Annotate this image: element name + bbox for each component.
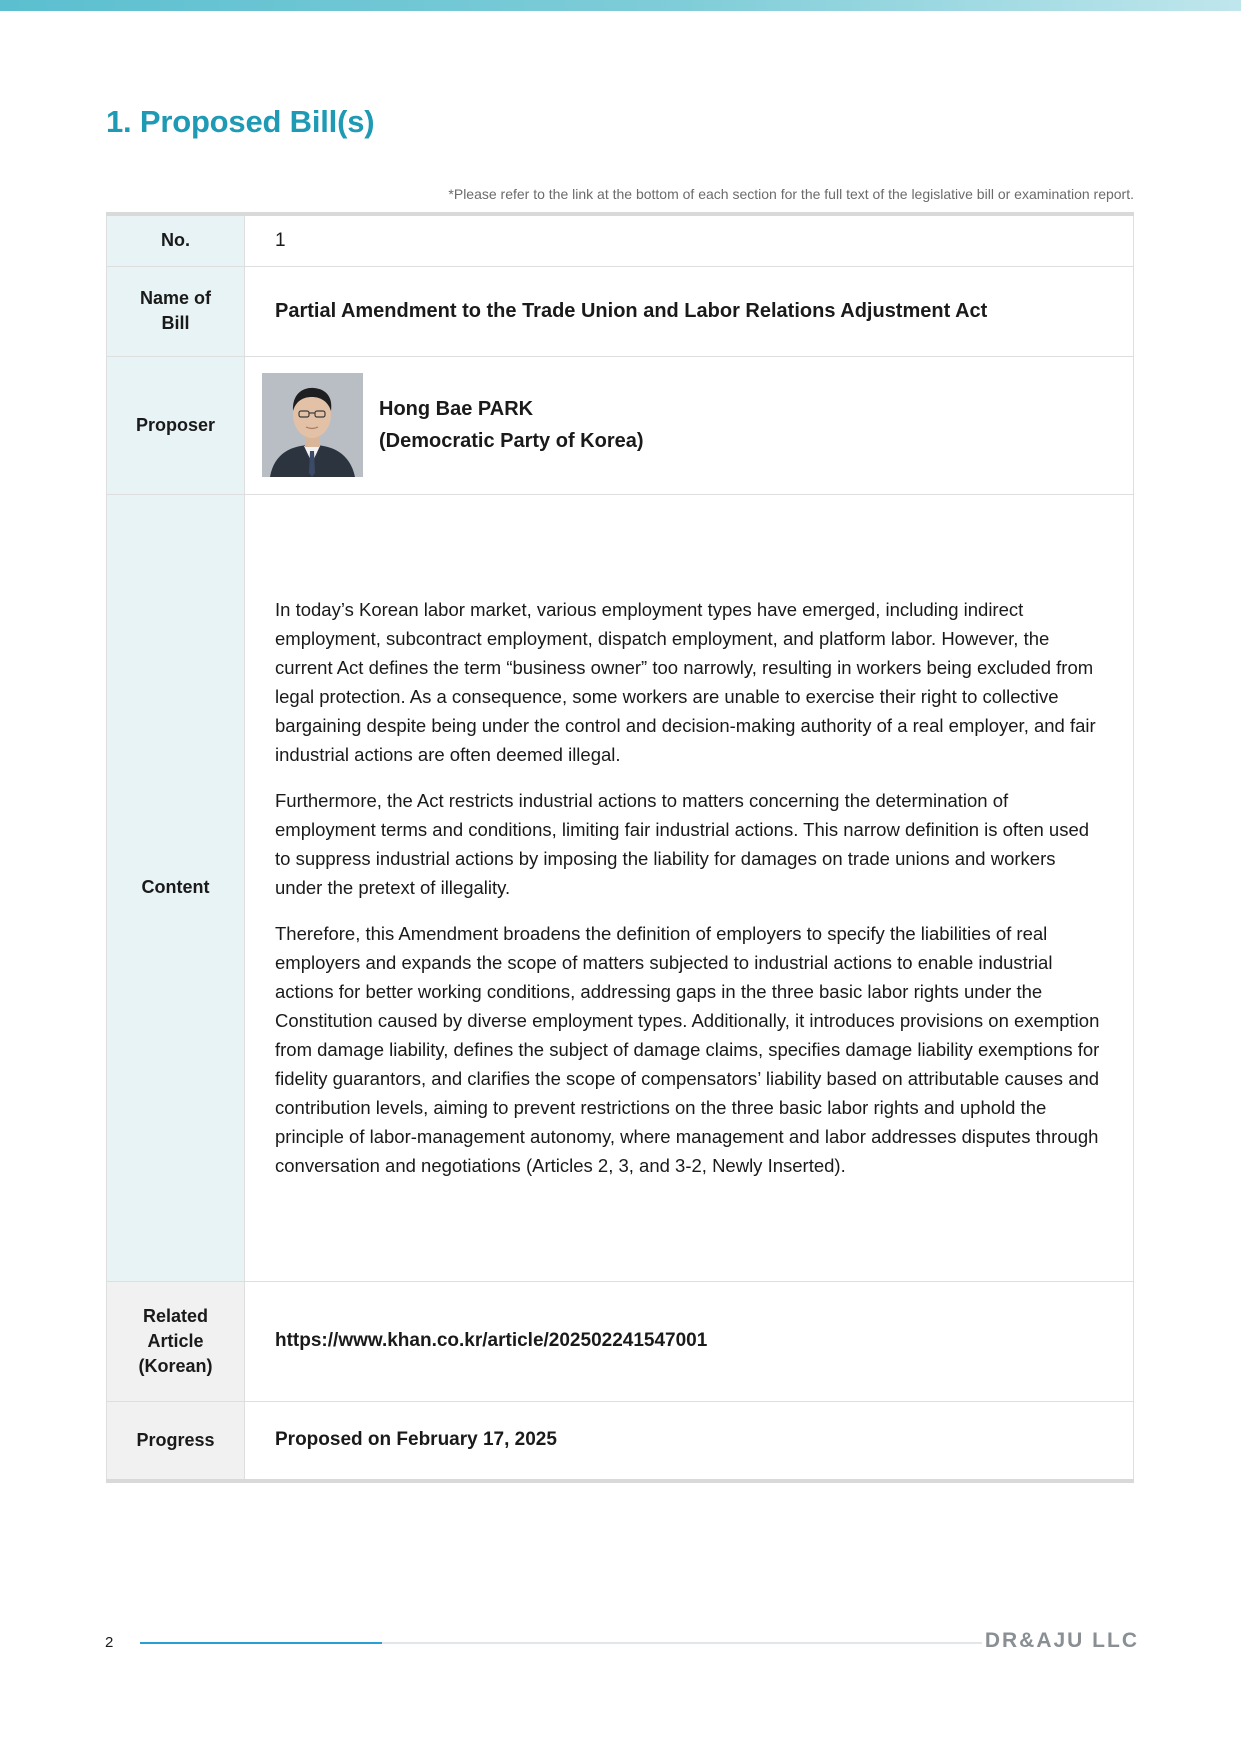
row-related-article xyxy=(107,1281,1134,1401)
bill-name: Partial Amendment to the Trade Union and Labor Relations Adjustment Act xyxy=(275,299,988,322)
section-title: 1. Proposed Bill(s) xyxy=(106,104,375,139)
label-related-article: Related Article (Korean) xyxy=(107,1281,245,1401)
related-article-link[interactable]: https://www.khan.co.kr/article/202502241547001 xyxy=(275,1330,708,1351)
row-progress xyxy=(107,1401,1134,1481)
proposer-name: Hong Bae PARK xyxy=(379,398,534,420)
page-number: 2 xyxy=(105,1634,114,1651)
label-no: No. xyxy=(107,214,245,266)
progress-status: Proposed on February 17, 2025 xyxy=(275,1429,557,1451)
proposer-photo xyxy=(262,373,363,477)
label-progress: Progress xyxy=(107,1401,245,1481)
row-number xyxy=(107,214,1134,266)
label-proposer: Proposer xyxy=(107,356,245,494)
content-paragraph: Furthermore, the Act restricts industrial actions to matters concerning the determination of employment terms and conditions, limiting fair industrial actions. This narrow definition is often used to suppress industrial actions by imposing the liability for damages on trade unions and workers under the pretext of illegality. xyxy=(275,790,1090,898)
content-paragraph: In today’s Korean labor market, various employment types have emerged, including indirect employment, subcontract employment, dispatch employment, and platform labor. However, the current Act defines the term “business owner” too narrowly, resulting in workers being excluded from legal protection. As a consequence, some workers are unable to exercise their right to collective bargaining despite being under the control and decision-making authority of a real employer, and fair industrial actions are often deemed illegal. xyxy=(275,599,1096,765)
row-content xyxy=(107,494,1134,1281)
content-paragraph: Therefore, this Amendment broadens the definition of employers to specify the liabilities of real employers and expands the scope of matters subjected to industrial actions to enable industrial actions for better working conditions, addressing gaps in the three basic labor rights under the Constitution caused by diverse employment types. Additionally, it introduces provisions on exemption from damage liability, defines the subject of damage claims, specifies damage liability exemptions for fidelity guarantors, and clarifies the scope of compensators’ liability based on attributable causes and contribution levels, aiming to prevent restrictions on the three basic labor rights and uphold the principle of labor-management autonomy, where management and labor addresses disputes through conversation and negotiations (Articles 2, 3, and 3-2, Newly Inserted). xyxy=(275,923,1100,1176)
proposer-info xyxy=(379,393,644,457)
related-article-cell xyxy=(245,1281,1134,1401)
proposer-party: (Democratic Party of Korea) xyxy=(379,430,644,452)
proposer-cell xyxy=(245,356,1134,494)
row-bill-name xyxy=(107,266,1134,356)
label-name-of-bill: Name of Bill xyxy=(107,266,245,356)
reference-note: *Please refer to the link at the bottom of each section for the full text of the legislative bill or examination report. xyxy=(448,186,1134,202)
bill-name-cell xyxy=(245,266,1134,356)
bill-table xyxy=(106,212,1134,1483)
row-proposer xyxy=(107,356,1134,494)
bill-number: 1 xyxy=(245,214,1134,266)
top-accent-bar xyxy=(0,0,1241,11)
footer-progress-fill xyxy=(140,1642,382,1644)
brand-logo: DR&AJU LLC xyxy=(984,1629,1139,1652)
content-cell xyxy=(245,494,1134,1281)
progress-cell xyxy=(245,1401,1134,1481)
footer-progress-line xyxy=(140,1642,982,1644)
label-content: Content xyxy=(107,494,245,1281)
